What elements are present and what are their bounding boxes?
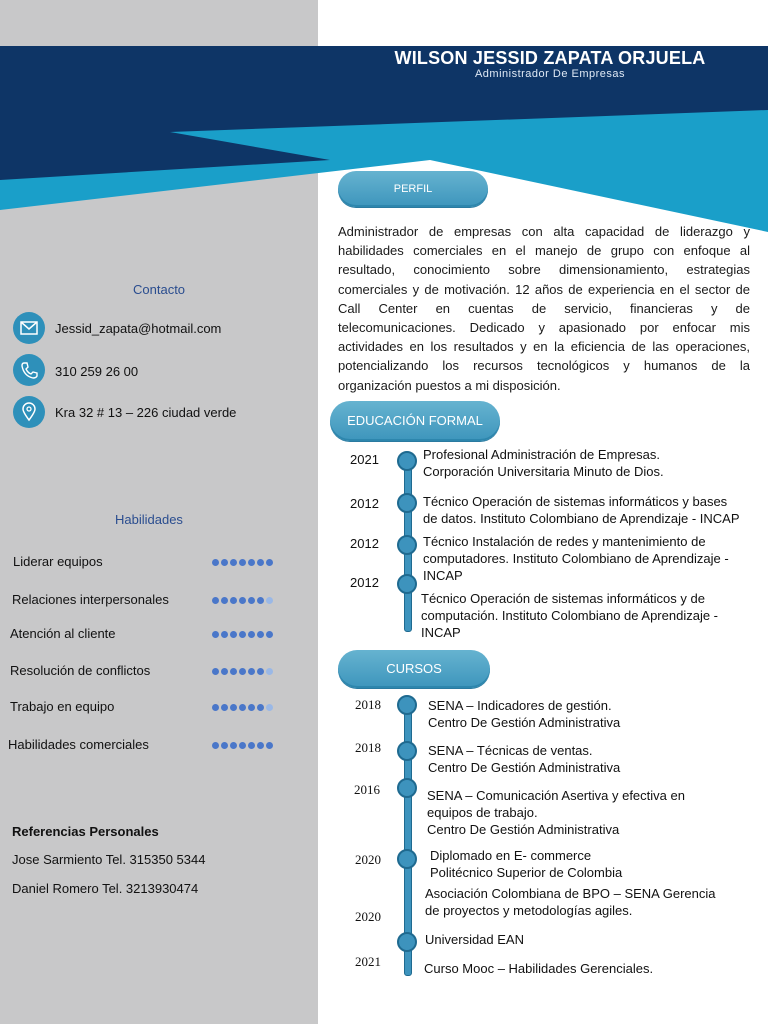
course-year: 2021 (355, 954, 381, 969)
skill-dot (221, 559, 228, 566)
timeline-node (397, 695, 417, 715)
timeline-node (397, 741, 417, 761)
skill-dot (266, 559, 273, 566)
skill-dot (248, 742, 255, 749)
skill-rating (212, 559, 273, 566)
skill-dot (257, 597, 264, 604)
courses-heading-pill (338, 650, 490, 688)
skill-dot (239, 631, 246, 638)
education-entry: Técnico Operación de sistemas informáticos y de computación. Instituto Colombiano de Aprendizaje - INCAP (421, 591, 719, 640)
skill-dot (239, 597, 246, 604)
course-entry: SENA – Indicadores de gestión. Centro De Gestión Administrativa (428, 698, 621, 730)
skill-dot (221, 668, 228, 675)
education-entry: Técnico Operación de sistemas informáticos y bases de datos. Instituto Colombiano de Aprendizaje - INCAP (423, 494, 740, 526)
education-heading-pill (330, 401, 500, 441)
skill-dot (221, 631, 228, 638)
education-entry: Profesional Administración de Empresas. Corporación Universitaria Minuto de Dios. (423, 447, 664, 479)
skill-dot (248, 668, 255, 675)
course-year: 2018 (355, 697, 381, 712)
timeline-node (397, 493, 417, 513)
timeline-node (397, 451, 417, 471)
skills-heading: Habilidades (115, 512, 183, 527)
skill-dot (239, 704, 246, 711)
skill-dot (212, 704, 219, 711)
skill-rating (212, 668, 273, 675)
course-year: 2018 (355, 740, 381, 755)
skill-dot (257, 704, 264, 711)
skill-dot (221, 597, 228, 604)
skill-dot (257, 742, 264, 749)
timeline-node (397, 849, 417, 869)
skill-dot (239, 559, 246, 566)
course-entry: SENA – Comunicación Asertiva y efectiva en equipos de trabajo. Centro De Gestión Administrativa (427, 788, 685, 837)
skill-dot (266, 742, 273, 749)
reference-item: Jose Sarmiento Tel. 315350 5344 (12, 852, 206, 867)
skill-label: Resolución de conflictos (10, 663, 151, 678)
references-heading: Referencias Personales (12, 824, 159, 839)
skill-dot (257, 631, 264, 638)
skill-dot (266, 668, 273, 675)
timeline-node (397, 778, 417, 798)
skill-dot (230, 704, 237, 711)
skill-label: Habilidades comerciales (8, 737, 149, 752)
contact-email[interactable]: Jessid_zapata@hotmail.com (55, 321, 222, 336)
education-year: 2012 (350, 536, 379, 551)
skill-dot (212, 631, 219, 638)
education-year: 2012 (350, 496, 379, 511)
courses-heading: CURSOS (386, 661, 442, 676)
course-entry: Universidad EAN (425, 932, 524, 947)
skill-label: Trabajo en equipo (10, 699, 115, 714)
skill-dot (221, 704, 228, 711)
skill-label: Relaciones interpersonales (12, 592, 169, 607)
course-entry: SENA – Técnicas de ventas. Centro De Gestión Administrativa (428, 743, 621, 775)
skill-label: Liderar equipos (13, 554, 103, 569)
education-entry: Técnico Instalación de redes y mantenimiento de computadores. Instituto Colombiano de Aprendizaje - INCAP (423, 534, 729, 583)
mail-icon (13, 312, 45, 344)
course-entry: Diplomado en E- commerce Politécnico Superior de Colombia (430, 848, 623, 880)
contact-phone[interactable]: 310 259 26 00 (55, 364, 139, 379)
timeline-node (397, 574, 417, 594)
course-year: 2020 (355, 909, 381, 924)
profile-heading: PERFIL (393, 183, 433, 195)
skill-dot (266, 597, 273, 604)
skill-dot (248, 631, 255, 638)
skill-dot (230, 559, 237, 566)
skill-dot (248, 704, 255, 711)
skill-dot (212, 742, 219, 749)
course-year: 2020 (355, 852, 381, 867)
contact-heading: Contacto (133, 282, 186, 297)
person-title: Administrador De Empresas (474, 68, 626, 80)
skill-rating (212, 704, 273, 711)
skill-dot (248, 559, 255, 566)
skill-rating (212, 631, 273, 638)
skill-dot (248, 597, 255, 604)
person-name: WILSON JESSID ZAPATA ORJUELA (394, 48, 706, 68)
education-heading: EDUCACIÓN FORMAL (347, 413, 483, 428)
skill-rating (212, 597, 273, 604)
course-entry: Curso Mooc – Habilidades Gerenciales. (424, 961, 654, 976)
skill-dot (212, 668, 219, 675)
skill-dot (230, 742, 237, 749)
skill-rating (212, 742, 273, 749)
skill-dot (257, 668, 264, 675)
skill-dot (239, 742, 246, 749)
skill-dot (266, 704, 273, 711)
skill-dot (230, 631, 237, 638)
location-icon (13, 396, 45, 428)
timeline-node (397, 932, 417, 952)
reference-item: Daniel Romero Tel. 3213930474 (12, 881, 199, 896)
skill-dot (230, 668, 237, 675)
skill-dot (221, 742, 228, 749)
skill-label: Atención al cliente (10, 626, 116, 641)
timeline-node (397, 535, 417, 555)
profile-heading-pill (338, 171, 488, 207)
skill-dot (266, 631, 273, 638)
skill-dot (239, 668, 246, 675)
profile-text: Administrador de empresas con alta capacidad de liderazgo y habilidades comerciales en el manejo de grupo con enfoque al resultado, conocimiento sobre dimensionamiento, estrategias comerciales y de motivación. 12 años de experiencia en el sector de Call Center en cuentas de servicio, financieras y de telecomunicaciones. Dedicado y apasionado por enfocar mis actividades en los resultados y en la eficiencia de las operaciones, potencializando los recursos tecnológicos y humanos de la organización puestos a mi disposición. (338, 224, 750, 393)
course-entry: Asociación Colombiana de BPO – SENA Gerencia de proyectos y metodologías agiles. (425, 886, 716, 918)
education-year: 2021 (350, 452, 379, 467)
skill-dot (230, 597, 237, 604)
education-year: 2012 (350, 575, 379, 590)
phone-icon (13, 354, 45, 386)
skill-dot (212, 559, 219, 566)
skill-dot (257, 559, 264, 566)
course-year: 2016 (354, 782, 380, 797)
contact-address: Kra 32 # 13 – 226 ciudad verde (55, 405, 237, 420)
skill-dot (212, 597, 219, 604)
